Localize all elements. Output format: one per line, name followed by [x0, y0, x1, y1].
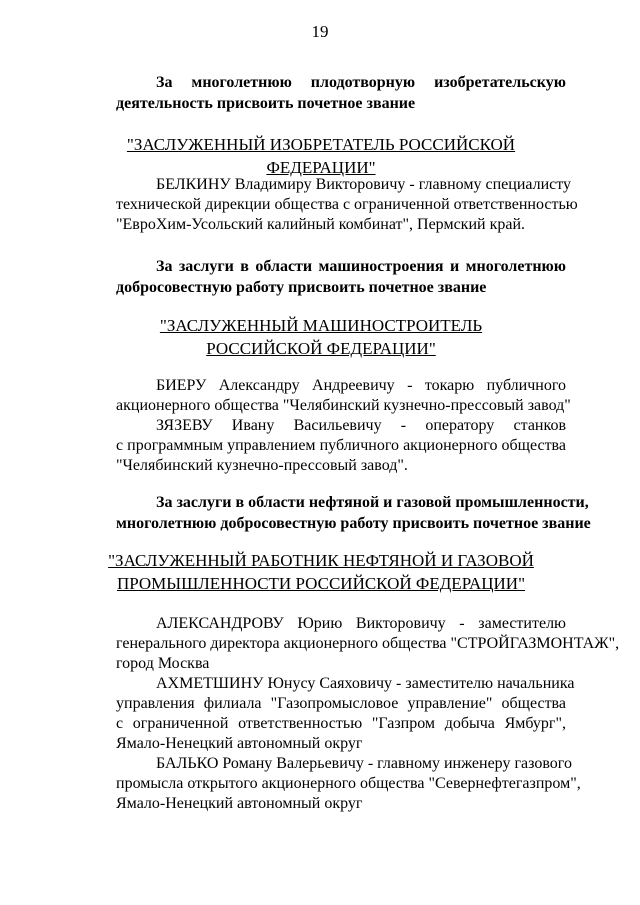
section-3-entry-1: [76, 614, 620, 674]
section-2-intro-line-1: За заслуги в области машиностроения и многолетнюю: [156, 258, 566, 275]
section-3-title-line-1: "ЗАСЛУЖЕННЫЙ РАБОТНИК НЕФТЯНОЙ И ГАЗОВОЙ: [108, 551, 534, 570]
entry-line: БАЛЬКО Роману Валерьевичу - главному инженеру газового: [156, 755, 572, 772]
entry-line: с ограниченной ответственностью "Газпром добыча Ямбург",: [116, 715, 566, 732]
section-2-entry-2: [76, 416, 566, 476]
entry-line: АЛЕКСАНДРОВУ Юрию Викторовичу - заместителю: [156, 615, 566, 632]
section-2-intro: [76, 256, 566, 298]
section-3-title-line-2: ПРОМЫШЛЕННОСТИ РОССИЙСКОЙ ФЕДЕРАЦИИ": [116, 574, 526, 593]
entry-line: АХМЕТШИНУ Юнусу Саяховичу - заместителю начальника: [156, 675, 575, 692]
entry-line: акционерного общества "Челябинский кузнечно-прессовый завод": [116, 397, 571, 414]
section-2-title-line-2: РОССИЙСКОЙ ФЕДЕРАЦИИ": [206, 339, 436, 358]
entry-line: Ямало-Ненецкий автономный округ: [116, 795, 363, 812]
section-1-entry-1: [76, 175, 578, 235]
section-2-intro-line-2: добросовестную работу присвоить почетное звание: [116, 279, 487, 296]
section-1-intro: [76, 72, 566, 114]
entry-line: БИЕРУ Александру Андреевичу - токарю публичного: [156, 377, 566, 394]
entry-line: с программным управлением публичного акционерного общества: [116, 437, 566, 454]
entry-line: "ЕвроХим-Усольский калийный комбинат", Пермский край.: [116, 216, 525, 233]
section-2-title: [76, 314, 566, 360]
entry-line: Ямало-Ненецкий автономный округ: [116, 735, 363, 752]
section-3-entry-2: [76, 674, 575, 754]
section-1-title-line-1: "ЗАСЛУЖЕННЫЙ ИЗОБРЕТАТЕЛЬ РОССИЙСКОЙ ФЕДЕРАЦИИ": [126, 135, 516, 177]
section-2-entry-1: [76, 376, 571, 416]
entry-line: БЕЛКИНУ Владимиру Викторовичу - главному специалисту: [156, 176, 572, 193]
section-1-title: [76, 133, 566, 179]
entry-line: промысла открытого акционерного общества "Севернефтегазпром",: [116, 775, 581, 792]
section-1-intro-line-1: За многолетнюю плодотворную изобретательскую: [156, 74, 566, 91]
entry-line: "Челябинский кузнечно-прессовый завод".: [116, 457, 408, 474]
section-3-intro: [76, 492, 591, 534]
section-3-intro-line-2: многолетнюю добросовестную работу присвоить почетное звание: [116, 515, 591, 532]
entry-line: генерального директора акционерного общества "СТРОЙГАЗМОНТАЖ",: [116, 635, 620, 652]
entry-line: ЗЯЗЕВУ Ивану Васильевичу - оператору станков: [156, 417, 566, 434]
entry-line: управления филиала "Газопромысловое управление" общества: [116, 695, 566, 712]
section-3-entry-3: [76, 754, 581, 814]
entry-line: город Москва: [116, 655, 210, 672]
section-3-title: [76, 549, 566, 595]
entry-line: технической дирекции общества с ограниченной ответственностью: [116, 196, 578, 213]
section-2-title-line-1: "ЗАСЛУЖЕННЫЙ МАШИНОСТРОИТЕЛЬ: [159, 316, 483, 335]
page-number: 19: [311, 22, 329, 41]
section-3-intro-line-1: За заслуги в области нефтяной и газовой промышленности,: [156, 494, 589, 511]
section-1-intro-line-2: деятельность присвоить почетное звание: [116, 95, 416, 112]
